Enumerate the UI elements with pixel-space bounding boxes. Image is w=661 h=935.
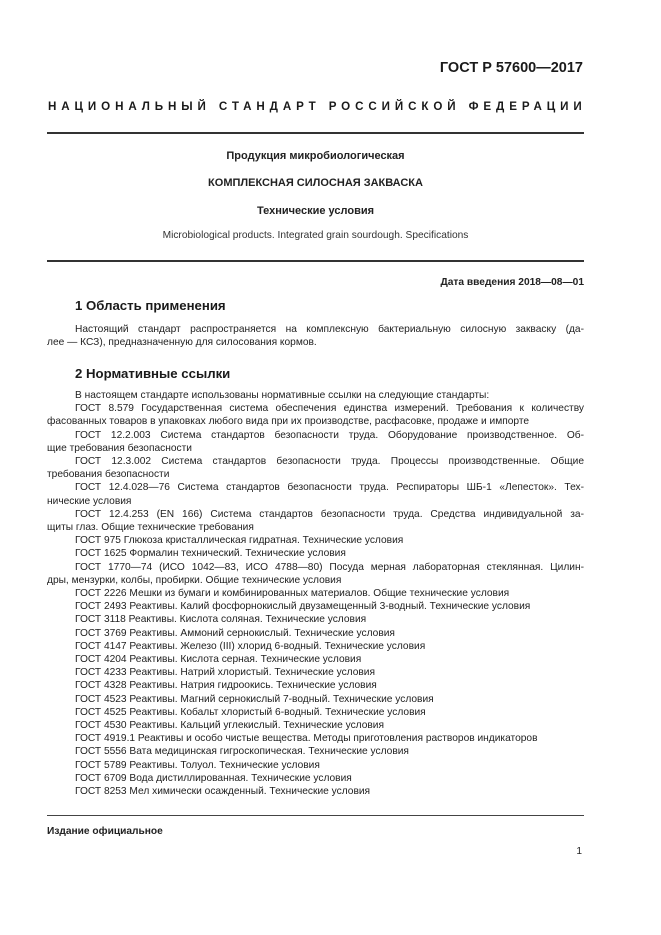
reference-item: ГОСТ 8253 Мел химически осажденный. Технические условия [75, 786, 371, 798]
official-edition-label: Издание официальное [47, 826, 163, 837]
reference-line: ГОСТ 1770—74 (ИСО 1042—83, ИСО 4788—80) Посуда мерная лабораторная стеклянная. Цилин- [75, 561, 584, 573]
page-number: 1 [576, 846, 582, 857]
reference-line: ГОСТ 12.3.002 Система стандартов безопасности труда. Процессы производственные. Общие [75, 456, 584, 468]
reference-item: ГОСТ 4523 Реактивы. Магний сернокислый 7-водный. Технические условия [75, 693, 434, 705]
main-title: КОМПЛЕКСНАЯ СИЛОСНАЯ ЗАКВАСКА [208, 177, 423, 189]
reference-item: ГОСТ 3118 Реактивы. Кислота соляная. Технические условия [75, 614, 367, 626]
reference-line-continued: дры, мензурки, колбы, пробирки. Общие технические условия [47, 574, 342, 586]
reference-line: ГОСТ 8.579 Государственная система обеспечения единства измерений. Требования к количеству [75, 403, 584, 415]
reference-item [47, 455, 584, 481]
reference-line: ГОСТ 12.2.003 Система стандартов безопасности труда. Оборудование производственное. Об- [75, 429, 584, 441]
reference-item [47, 429, 584, 455]
reference-item [47, 561, 584, 587]
reference-item [47, 402, 584, 428]
reference-item: ГОСТ 5789 Реактивы. Толуол. Технические условия [75, 759, 320, 771]
reference-line-continued: щиты глаз. Общие технические требования [47, 522, 254, 534]
reference-item: ГОСТ 2493 Реактивы. Калий фосфорнокислый двузамещенный 3-водный. Технические условия [75, 601, 531, 613]
section-2-intro: В настоящем стандарте использованы нормативные ссылки на следующие стандарты: [75, 390, 490, 401]
product-group-title: Продукция микробиологическая [226, 150, 405, 162]
reference-item: ГОСТ 4147 Реактивы. Железо (III) хлорид 6-водный. Технические условия [75, 640, 426, 652]
subtitle: Технические условия [256, 205, 375, 217]
reference-item: ГОСТ 1625 Формалин технический. Технические условия [75, 548, 346, 560]
reference-line-continued: щие требования безопасности [47, 442, 192, 454]
reference-item [47, 481, 584, 507]
section-1-heading: 1 Область применения [75, 298, 226, 313]
reference-item: ГОСТ 6709 Вода дистиллированная. Технические условия [75, 772, 352, 784]
reference-item: ГОСТ 975 Глюкоза кристаллическая гидратная. Технические условия [75, 535, 404, 547]
effective-date: Дата введения 2018—08—01 [440, 277, 584, 288]
reference-item: ГОСТ 4919.1 Реактивы и особо чистые вещества. Методы приготовления растворов индикаторов [75, 733, 538, 745]
footer-rule [47, 815, 584, 816]
reference-line-continued: фасованных товаров в упаковках любого вида при их производстве, расфасовке, продаже и импорте [47, 416, 530, 428]
english-title: Microbiological products. Integrated grain sourdough. Specifications [162, 230, 469, 241]
section-1-line-2: лее — КСЗ), предназначенную для силосования кормов. [47, 337, 317, 349]
reference-item: ГОСТ 4233 Реактивы. Натрий хлористый. Технические условия [75, 667, 376, 679]
reference-line-continued: требования безопасности [47, 469, 170, 481]
title-rule [47, 260, 584, 262]
reference-line: ГОСТ 12.4.028—76 Система стандартов безопасности труда. Респираторы ШБ-1 «Лепесток». Тех- [75, 482, 584, 494]
reference-line: ГОСТ 12.4.253 (EN 166) Система стандартов безопасности труда. Средства индивидуальной за- [75, 508, 584, 520]
reference-item: ГОСТ 5556 Вата медицинская гигроскопическая. Технические условия [75, 746, 409, 758]
section-2-heading: 2 Нормативные ссылки [75, 366, 231, 381]
reference-line-continued: нические условия [47, 495, 132, 507]
reference-item: ГОСТ 4530 Реактивы. Кальций углекислый. Технические условия [75, 720, 385, 732]
section-1-line-1: Настоящий стандарт распространяется на комплексную бактериальную силосную закваску (да- [75, 324, 584, 335]
reference-item [47, 508, 584, 534]
document-code: ГОСТ Р 57600—2017 [439, 60, 583, 76]
reference-item: ГОСТ 4204 Реактивы. Кислота серная. Технические условия [75, 654, 362, 666]
reference-item: ГОСТ 2226 Мешки из бумаги и комбинированных материалов. Общие технические условия [75, 588, 510, 600]
reference-item: ГОСТ 4525 Реактивы. Кобальт хлористый 6-водный. Технические условия [75, 706, 426, 718]
section-2-list [47, 389, 584, 798]
header-rule [47, 132, 584, 134]
reference-item: ГОСТ 3769 Реактивы. Аммоний сернокислый. Технические условия [75, 627, 395, 639]
section-1-text [47, 323, 584, 349]
reference-item: ГОСТ 4328 Реактивы. Натрия гидроокись. Технические условия [75, 680, 377, 692]
national-standard-banner: НАЦИОНАЛЬНЫЙ СТАНДАРТ РОССИЙСКОЙ ФЕДЕРАЦИИ [48, 100, 587, 113]
